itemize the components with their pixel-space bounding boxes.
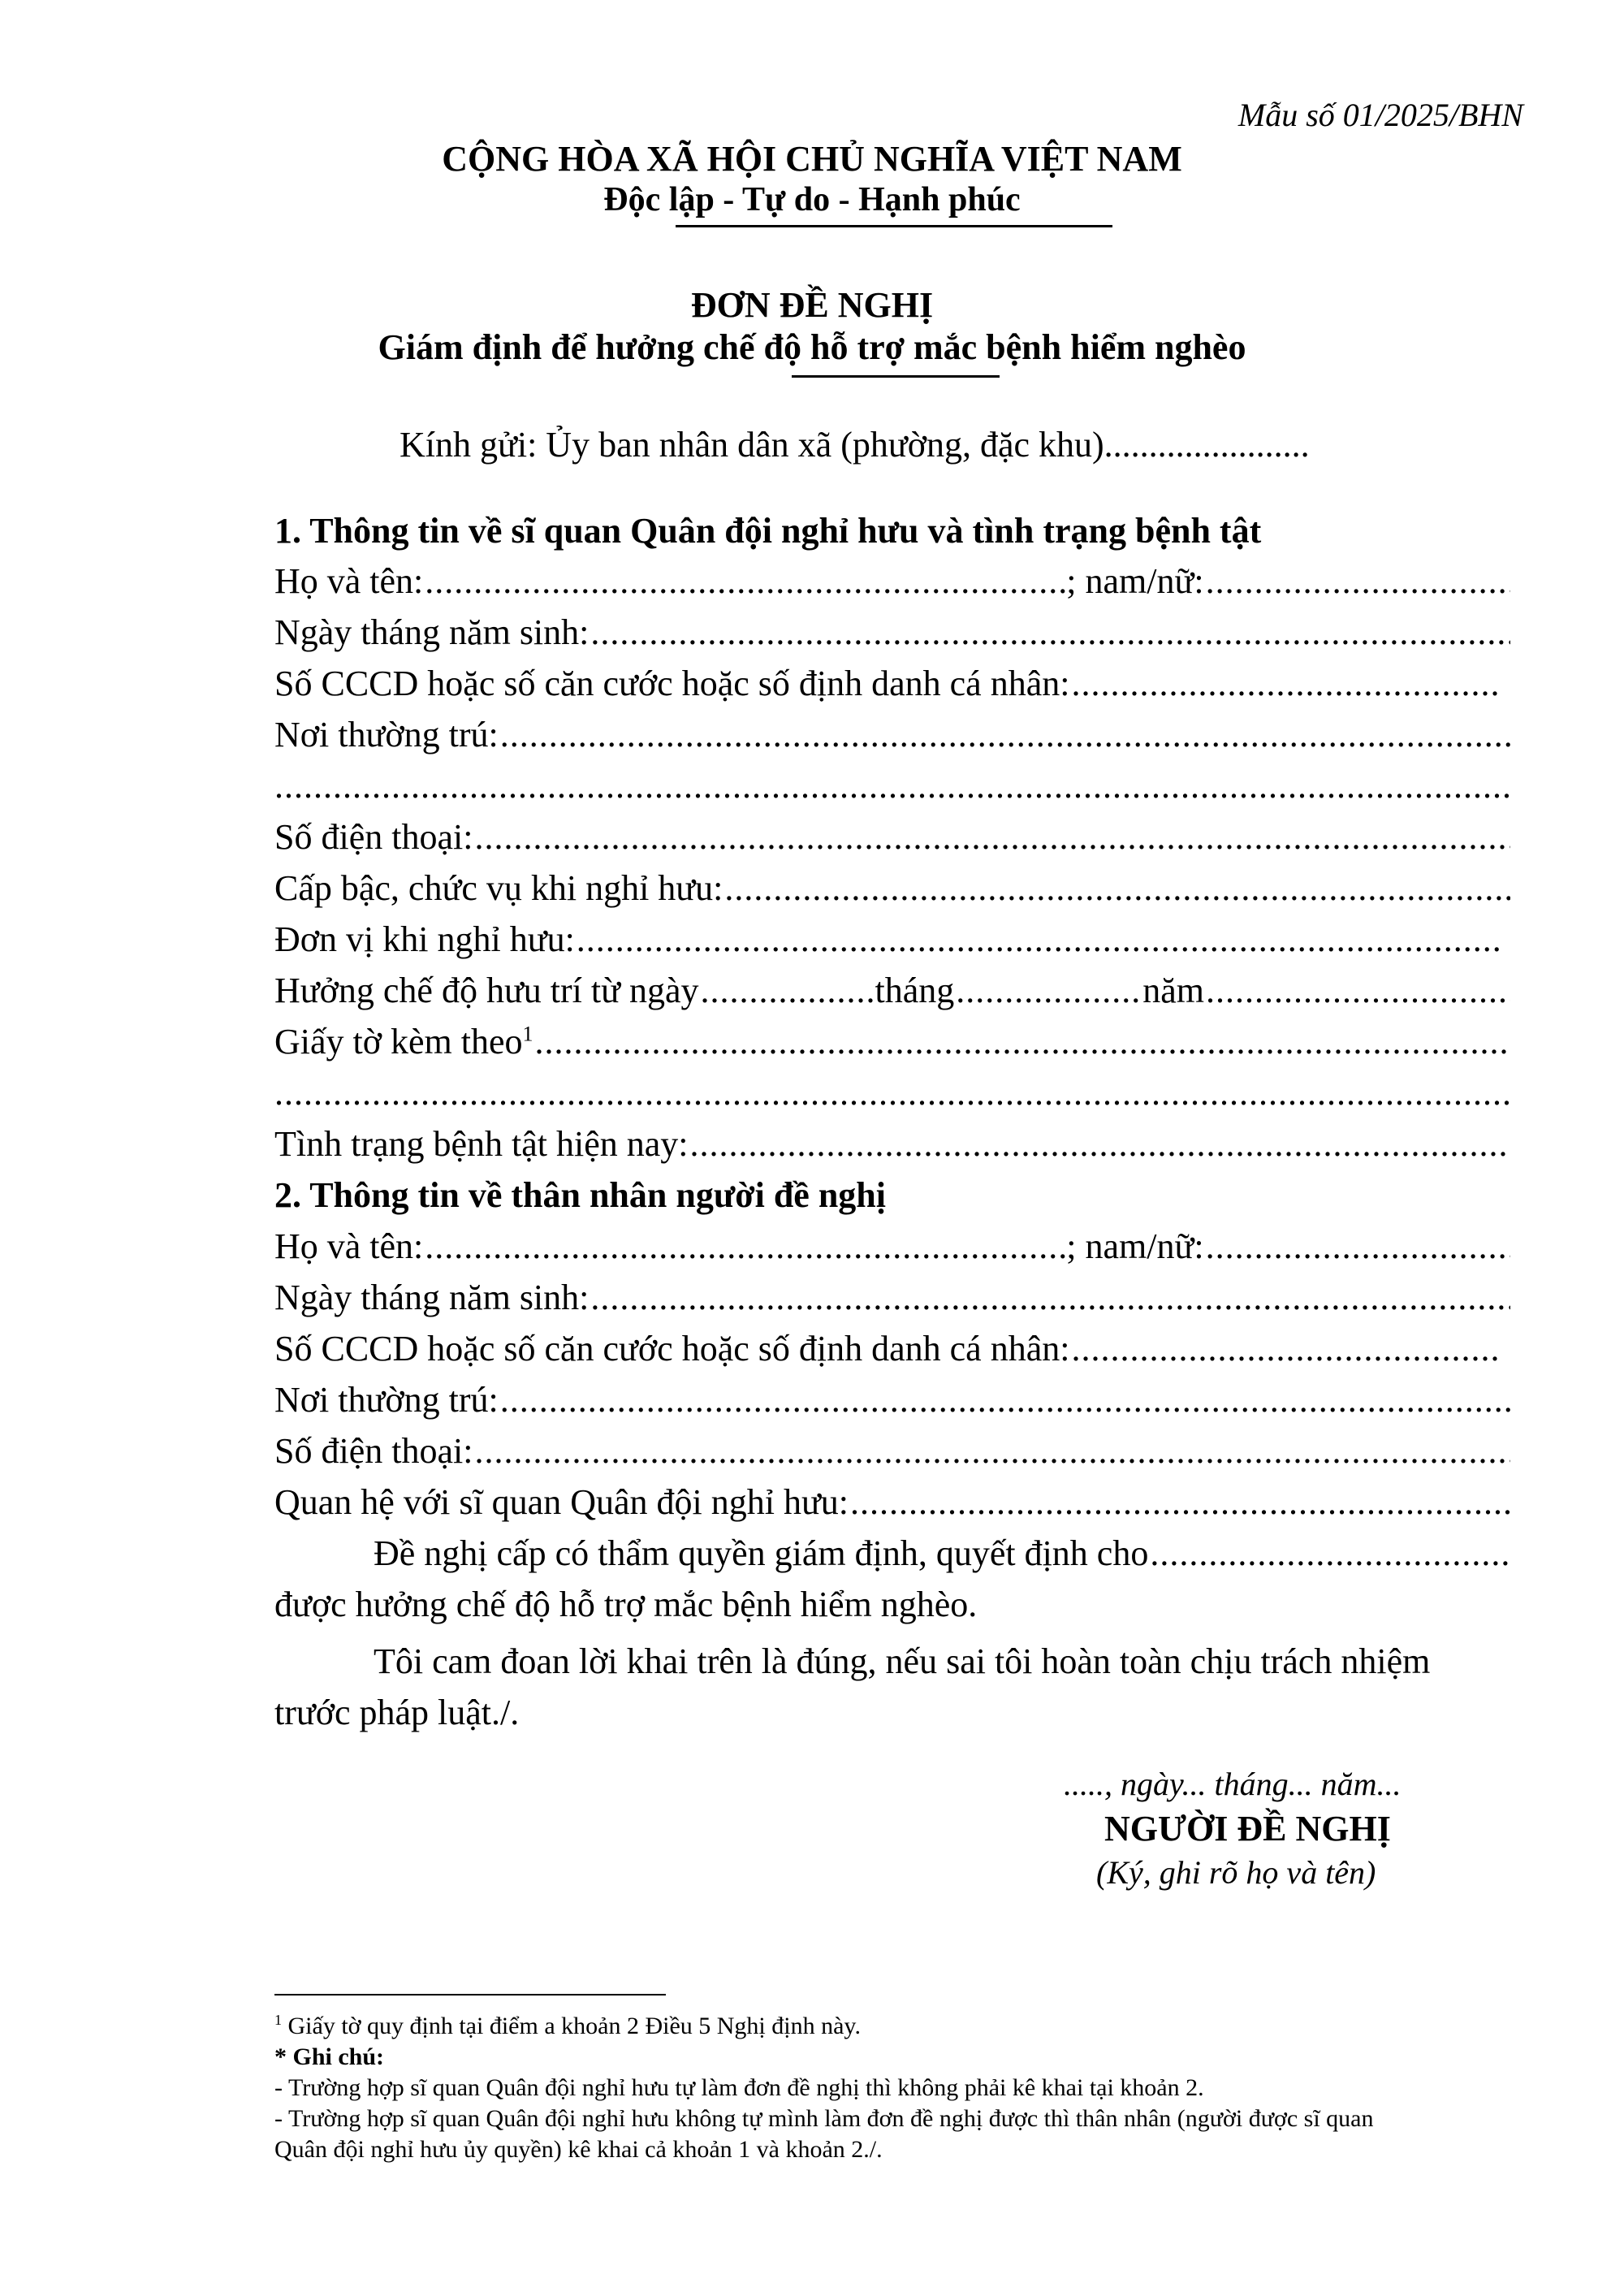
subtitle-underline <box>792 375 1000 378</box>
s2-relation-row <box>274 1481 1510 1523</box>
document-title: ĐƠN ĐỀ NGHỊ <box>690 285 934 325</box>
s1-attachments-field[interactable] <box>535 1021 1510 1062</box>
s1-health-label: Tình trạng bệnh tật hiện nay: <box>274 1124 689 1164</box>
s1-attachments-row <box>274 1021 1510 1062</box>
footnote-ref-1: 1 <box>522 1022 533 1046</box>
s1-health-field[interactable] <box>690 1123 1510 1165</box>
s2-phone-row <box>274 1430 1510 1472</box>
note-2-line-2: Quân đội nghỉ hưu ủy quyền) kê khai cả khoản 1 và khoản 2./. <box>274 2136 883 2163</box>
s1-attachments-label: Giấy tờ kèm theo$^1$ <box>274 1022 533 1062</box>
form-code: Mẫu số 01/2025/BHN <box>1237 97 1523 133</box>
s1-full-name-field[interactable] <box>425 560 1066 602</box>
footnote-1-marker: 1 <box>274 2012 282 2028</box>
s2-id-row <box>274 1328 1499 1369</box>
s2-residence-row <box>274 1379 1510 1420</box>
note-1: - Trường hợp sĩ quan Quân đội nghỉ hưu tự làm đơn đề nghị thì không phải kê khai tại khoản 2. <box>274 2074 1204 2101</box>
footnote-1-text: Giấy tờ quy định tại điểm a khoản 2 Điều 5 Nghị định này. <box>282 2013 861 2039</box>
request-row <box>374 1533 1510 1574</box>
s2-residence-field[interactable] <box>500 1379 1510 1420</box>
s1-pension-year-field[interactable] <box>1206 970 1510 1011</box>
s1-rank-field[interactable] <box>724 867 1510 909</box>
signature-title: NGƯỜI ĐỀ NGHỊ <box>1104 1809 1391 1848</box>
s1-rank-label: Cấp bậc, chức vụ khi nghỉ hưu: <box>274 868 723 908</box>
s2-full-name-row <box>274 1226 1510 1267</box>
commitment-text-1: Tôi cam đoan lời khai trên là đúng, nếu sai tôi hoàn toàn chịu trách nhiệm <box>374 1641 1431 1681</box>
s1-attachments-field-2[interactable] <box>274 1072 1510 1113</box>
s2-id-label: Số CCCD hoặc số căn cước hoặc số định danh cá nhân: <box>274 1329 1070 1369</box>
national-name: CỘNG HÒA XÃ HỘI CHỦ NGHĨA VIỆT NAM <box>442 139 1182 179</box>
s2-dob-row <box>274 1277 1510 1318</box>
s1-pension-day-field[interactable] <box>701 970 875 1011</box>
s1-residence-label: Nơi thường trú: <box>274 715 499 755</box>
s1-full-name-label: Họ và tên: <box>274 561 424 601</box>
s1-month-label: tháng <box>875 971 955 1010</box>
s1-year-label: năm <box>1142 971 1205 1010</box>
section1-heading: 1. Thông tin về sĩ quan Quân đội nghỉ hưu và tình trạng bệnh tật <box>274 511 1262 551</box>
s1-id-row <box>274 663 1499 704</box>
s2-gender-field[interactable] <box>1206 1226 1510 1267</box>
s2-id-field[interactable] <box>1071 1328 1499 1369</box>
s1-phone-field[interactable] <box>474 816 1510 858</box>
s2-gender-label: ; nam/nữ: <box>1066 1226 1204 1266</box>
national-motto: Độc lập - Tự do - Hạnh phúc <box>603 181 1021 218</box>
s1-full-name-row <box>274 560 1510 602</box>
s1-gender-label: ; nam/nữ: <box>1066 561 1204 601</box>
request-text-1: Đề nghị cấp có thẩm quyền giám định, quyết định cho <box>374 1533 1149 1573</box>
document-subtitle: Giám định để hưởng chế độ hỗ trợ mắc bệnh hiểm nghèo <box>378 327 1246 367</box>
s1-residence-row <box>274 714 1510 755</box>
s2-residence-label: Nơi thường trú: <box>274 1380 499 1420</box>
s2-full-name-field[interactable] <box>425 1226 1066 1267</box>
motto-underline <box>676 225 1112 227</box>
footnote-1 <box>274 2013 861 2040</box>
note-heading: * Ghi chú: <box>274 2043 385 2070</box>
request-beneficiary-field[interactable] <box>1150 1533 1510 1574</box>
s2-dob-field[interactable] <box>590 1277 1510 1318</box>
s1-residence-field[interactable] <box>500 714 1510 755</box>
s1-residence-field-2[interactable] <box>274 765 1510 806</box>
s1-pension-label: Hưởng chế độ hưu trí từ ngày <box>274 971 699 1010</box>
recipient-line: Kính gửi: Ủy ban nhân dân xã (phường, đặc khu)....................... <box>400 425 1310 465</box>
s1-dob-field[interactable] <box>590 612 1510 653</box>
s1-rank-row <box>274 867 1510 909</box>
s1-pension-row <box>274 970 1510 1011</box>
section2-heading: 2. Thông tin về thân nhân người đề nghị <box>274 1175 887 1215</box>
request-text-2: được hưởng chế độ hỗ trợ mắc bệnh hiểm nghèo. <box>274 1585 978 1624</box>
s1-gender-field[interactable] <box>1206 560 1510 602</box>
s1-pension-month-field[interactable] <box>956 970 1142 1011</box>
commitment-text-2: trước pháp luật./. <box>274 1693 520 1732</box>
s1-residence-continued-row <box>274 765 1510 806</box>
s1-dob-row <box>274 612 1510 653</box>
s2-full-name-label: Họ và tên: <box>274 1226 424 1266</box>
s1-id-field[interactable] <box>1071 663 1499 704</box>
s1-attachments-continued-row <box>274 1072 1510 1113</box>
s1-unit-label: Đơn vị khi nghỉ hưu: <box>274 919 575 959</box>
s2-phone-label: Số điện thoại: <box>274 1431 473 1471</box>
s1-health-row <box>274 1123 1510 1165</box>
signature-date-line: ....., ngày... tháng... năm... <box>1064 1766 1402 1802</box>
s1-id-label: Số CCCD hoặc số căn cước hoặc số định danh cá nhân: <box>274 664 1070 703</box>
s2-phone-field[interactable] <box>474 1430 1510 1472</box>
s2-relation-label: Quan hệ với sĩ quan Quân đội nghỉ hưu: <box>274 1482 849 1522</box>
s1-dob-label: Ngày tháng năm sinh: <box>274 612 590 652</box>
s2-relation-field[interactable] <box>850 1481 1510 1523</box>
note-2-line-1: - Trường hợp sĩ quan Quân đội nghỉ hưu không tự mình làm đơn đề nghị được thì thân nhân (người được sĩ quan <box>274 2105 1374 2132</box>
s1-phone-label: Số điện thoại: <box>274 817 473 857</box>
s1-unit-row <box>274 919 1502 960</box>
s1-unit-field[interactable] <box>577 919 1502 960</box>
signature-note: (Ký, ghi rõ họ và tên) <box>1096 1854 1376 1891</box>
footnote-separator <box>274 1994 666 1995</box>
s2-dob-label: Ngày tháng năm sinh: <box>274 1278 590 1317</box>
s1-phone-row <box>274 816 1510 858</box>
